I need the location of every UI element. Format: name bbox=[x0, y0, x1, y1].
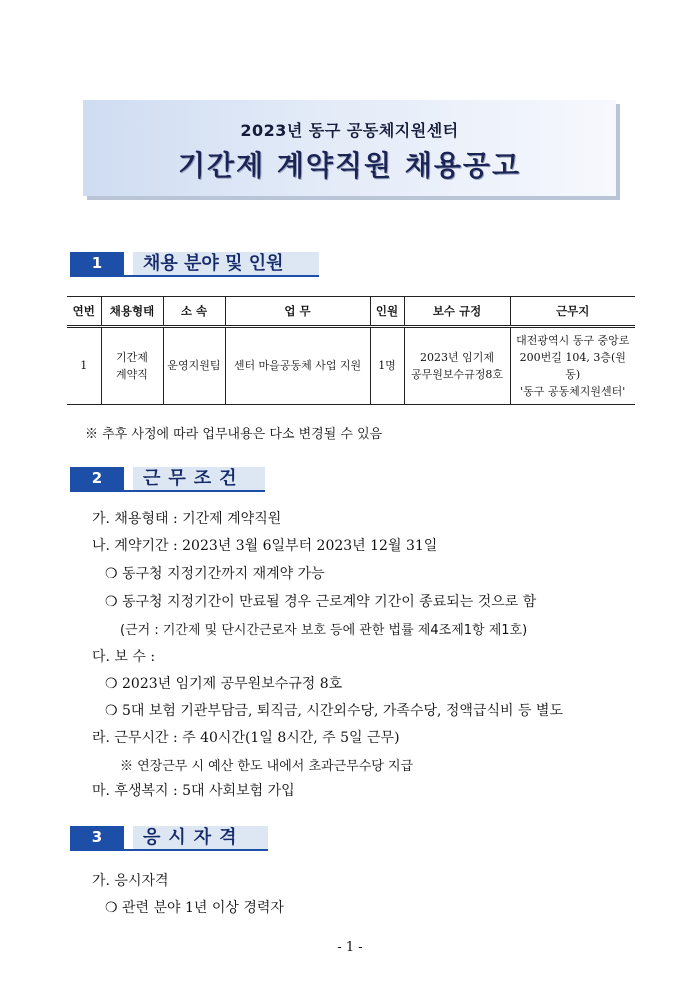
section-1-title: 채용 분야 및 인원 bbox=[133, 252, 319, 275]
cond-expiry: ❍ 동구청 지정기간이 만료될 경우 근로계약 기간이 종료되는 것으로 함 bbox=[105, 594, 537, 610]
section-1-number: 1 bbox=[70, 252, 124, 275]
cond-legal-basis: (근거 : 기간제 및 단시간근로자 보호 등에 관한 법률 제4조제1항 제1호) bbox=[120, 623, 528, 638]
qual-heading: 가. 응시자격 bbox=[92, 873, 169, 889]
note-change: ※ 추후 사정에 따라 업무내용은 다소 변경될 수 있음 bbox=[85, 427, 383, 442]
cell-type-line1: 기간제 bbox=[116, 350, 148, 364]
section-2-title: 근무조건 bbox=[133, 467, 265, 490]
cell-type bbox=[101, 327, 163, 405]
cond-pay: 다. 보 수 : bbox=[92, 649, 156, 665]
section-2-number: 2 bbox=[70, 467, 124, 490]
col-header-count: 인원 bbox=[370, 297, 404, 327]
title-subtitle: 2023년 동구 공동체지원센터 bbox=[240, 121, 459, 140]
title-banner bbox=[83, 100, 616, 196]
cond-welfare: 마. 후생복지 : 5대 사회보험 가입 bbox=[92, 783, 295, 799]
section-3-underline bbox=[70, 849, 268, 851]
col-header-pay: 보수 규정 bbox=[404, 297, 510, 327]
cell-no: 1 bbox=[67, 327, 101, 405]
col-header-duty: 업 무 bbox=[225, 297, 370, 327]
cell-place-line3: '동구 공동체지원센터' bbox=[520, 385, 626, 399]
page-title: 기간제 계약직원 채용공고 bbox=[177, 149, 522, 182]
cell-pay-line1: 2023년 임기제 bbox=[420, 350, 494, 364]
cell-pay bbox=[404, 327, 510, 405]
cell-duty: 센터 마을공동체 사업 지원 bbox=[225, 327, 370, 405]
recruitment-table bbox=[67, 296, 635, 405]
col-header-place: 근무지 bbox=[510, 297, 635, 327]
col-header-no: 연번 bbox=[67, 297, 101, 327]
table-row bbox=[67, 327, 635, 405]
cell-dept: 운영지원팀 bbox=[163, 327, 225, 405]
cond-working-hours: 라. 근무시간 : 주 40시간(1일 8시간, 주 5일 근무) bbox=[92, 730, 400, 746]
cell-place bbox=[510, 327, 635, 405]
cell-place-line1: 대전광역시 동구 중앙로 bbox=[516, 333, 630, 347]
cond-contract-period: 나. 계약기간 : 2023년 3월 6일부터 2023년 12월 31일 bbox=[92, 538, 438, 554]
cell-place-line2: 200번길 104, 3층(원동) bbox=[519, 350, 626, 381]
col-header-type: 채용형태 bbox=[101, 297, 163, 327]
cell-count: 1명 bbox=[370, 327, 404, 405]
section-3-title: 응시자격 bbox=[133, 826, 268, 849]
cond-pay-extra: ❍ 5대 보험 기관부담금, 퇴직금, 시간외수당, 가족수당, 정액급식비 등 별도 bbox=[105, 703, 563, 719]
page-number: - 1 - bbox=[337, 940, 363, 955]
section-3-number: 3 bbox=[70, 826, 124, 849]
section-2-underline bbox=[70, 490, 265, 492]
cond-renewal: ❍ 동구청 지정기간까지 재계약 가능 bbox=[105, 566, 325, 582]
qual-experience: ❍ 관련 분야 1년 이상 경력자 bbox=[105, 900, 284, 916]
cond-pay-rule: ❍ 2023년 임기제 공무원보수규정 8호 bbox=[105, 676, 343, 692]
col-header-dept: 소 속 bbox=[163, 297, 225, 327]
cell-type-line2: 계약직 bbox=[116, 368, 148, 381]
cell-pay-line2: 공무원보수규정8호 bbox=[410, 368, 503, 381]
table-header-row bbox=[67, 297, 635, 327]
section-1-underline bbox=[70, 275, 319, 277]
cond-employment-type: 가. 채용형태 : 기간제 계약직원 bbox=[92, 511, 282, 527]
cond-overtime-note: ※ 연장근무 시 예산 한도 내에서 초과근무수당 지급 bbox=[120, 759, 414, 774]
